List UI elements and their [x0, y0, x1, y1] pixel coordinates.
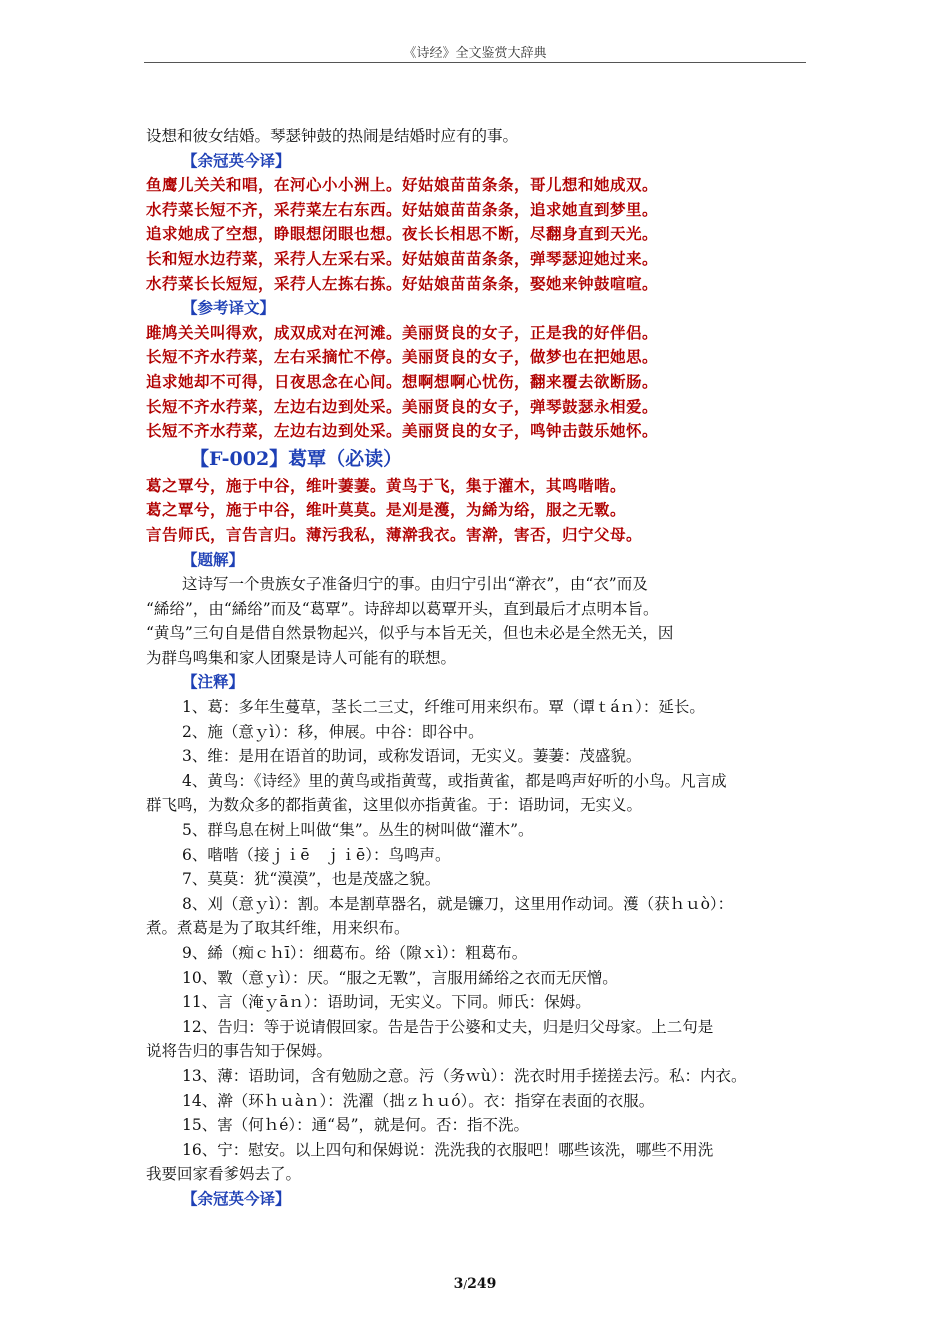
note-line: 煮。煮葛是为了取其纤维，用来织布。 [146, 919, 410, 938]
intro-line: 设想和彼女结婚。琴瑟钟鼓的热闹是结婚时应有的事。 [146, 127, 519, 145]
note-line: 5、群鸟息在树上叫做“集”。丛生的树叫做“灌木”。 [182, 821, 534, 840]
note-line: 8、刈（意ｙì）：割。本是割草器名，就是镰刀，这里用作动词。濩（获ｈｕò）： [182, 894, 734, 913]
header-rule [144, 62, 806, 63]
poem-line: 言告师氏，言告言归。薄污我私，薄澣我衣。害澣，害否，归宁父母。 [146, 524, 643, 544]
note-line: 说将告归的事告知于保姆。 [146, 1042, 333, 1061]
note-line: 6、喈喈（接ｊｉē ｊｉē）：鸟鸣声。 [182, 845, 451, 864]
note-line: 13、薄：语助词，含有勉励之意。污（务ｗù）：洗衣时用手搓搓去污。私：内衣。 [182, 1066, 747, 1085]
reference-translation-line: 长短不齐水荇菜，左右采摘忙不停。美丽贤良的女子，做梦也在把她思。 [146, 347, 659, 367]
reference-translation-line: 追求她却不可得，日夜思念在心间。想啊想啊心忧伤，翻来覆去欲断肠。 [146, 371, 659, 391]
note-line: 3、维：是用在语首的助词，或称发语词，无实义。萋萋：茂盛貌。 [182, 747, 642, 766]
tijie-heading: 【题解】 [182, 549, 245, 569]
reference-translation-line: 雎鸠关关叫得欢，成双成对在河滩。美丽贤良的女子，正是我的好伴侣。 [146, 322, 659, 342]
yu-translation-line: 追求她成了空想，睁眼想闭眼也想。夜长长相思不断，尽翻身直到天光。 [146, 224, 659, 244]
reference-translation-heading: 【参考译文】 [182, 298, 276, 318]
note-line: 10、斁（意ｙì）：厌。“服之无斁”，言服用絺绤之衣而无厌憎。 [182, 968, 618, 987]
yu-translation-line: 水荇菜长短不齐，采荇菜左右东西。好姑娘苗苗条条，追求她直到梦里。 [146, 199, 659, 219]
yu-translation-line: 水荇菜长长短短，采荇人左拣右拣。好姑娘苗苗条条，娶她来钟鼓喧喧。 [146, 273, 659, 293]
note-line: 1、葛：多年生蔓草，茎长二三丈，纤维可用来织布。覃（谭ｔáｎ）：延长。 [182, 698, 705, 717]
page-body [146, 124, 810, 1212]
poem-title: 【F-002】葛覃（必读） [190, 447, 403, 470]
notes-heading: 【注释】 [182, 672, 245, 692]
current-page: 3 [453, 1276, 464, 1292]
poem-line: 葛之覃兮，施于中谷，维叶莫莫。是刈是濩，为絺为绤，服之无斁。 [146, 500, 627, 520]
tijie-line: “黄鸟”三句自是借自然景物起兴，似乎与本旨无关，但也未必是全然无关，因 [146, 624, 674, 643]
note-line: 我要回家看爹妈去了。 [146, 1165, 302, 1184]
running-header: 《诗经》全文鉴赏大辞典 [403, 46, 547, 61]
note-line: 9、絺（痴ｃｈī）：细葛布。绤（隙ｘì）：粗葛布。 [182, 944, 528, 962]
yu-translation-heading-2: 【余冠英今译】 [182, 1188, 291, 1208]
note-line: 4、黄鸟：《诗经》里的黄鸟或指黄莺，或指黄雀，都是鸣声好听的小鸟。凡言成 [182, 771, 727, 790]
note-line: 11、言（淹ｙāｎ）：语助词，无实义。下同。师氏：保姆。 [182, 993, 591, 1012]
note-line: 12、告归：等于说请假回家。告是告于公婆和丈夫，归是归父母家。上二句是 [182, 1017, 714, 1036]
page-separator: / [463, 1278, 468, 1291]
tijie-line: 这诗写一个贵族女子准备归宁的事。由归宁引出“澣衣”，由“衣”而及 [182, 575, 648, 594]
reference-translation-line: 长短不齐水荇菜，左边右边到处采。美丽贤良的女子，鸣钟击鼓乐她怀。 [146, 421, 659, 441]
note-line: 14、澣（环ｈｕàｎ）：洗濯（拙ｚｈｕó）。衣：指穿在表面的衣服。 [182, 1091, 655, 1110]
tijie-line: “絺绤”，由“絺绤”而及“葛覃”。诗辞却以葛覃开头，直到最后才点明本旨。 [146, 599, 659, 618]
note-line: 15、害（何ｈé）：通“曷”，就是何。否：指不洗。 [182, 1116, 529, 1135]
yu-translation-line: 鱼鹰儿关关和唱，在河心小小洲上。好姑娘苗苗条条，哥儿想和她成双。 [146, 175, 659, 195]
tijie-line: 为群鸟鸣集和家人团聚是诗人可能有的联想。 [146, 648, 457, 667]
total-pages: 249 [467, 1276, 497, 1292]
yu-translation-heading: 【余冠英今译】 [182, 150, 291, 170]
notes-list [146, 695, 810, 1187]
note-line: 2、施（意ｙì）：移，伸展。中谷：即谷中。 [182, 722, 484, 741]
page-number [0, 1276, 950, 1292]
poem-line: 葛之覃兮，施于中谷，维叶萋萋。黄鸟于飞，集于灌木，其鸣喈喈。 [146, 475, 627, 495]
note-line: 16、宁：慰安。以上四句和保姆说：洗洗我的衣服吧！哪些该洗，哪些不用洗 [182, 1140, 714, 1159]
note-line: 7、莫莫：犹“漠漠”，也是茂盛之貌。 [182, 870, 441, 889]
note-line: 群飞鸣，为数众多的都指黄雀，这里似亦指黄雀。于：语助词，无实义。 [146, 796, 643, 815]
yu-translation-line: 长和短水边荇菜，采荇人左采右采。好姑娘苗苗条条，弹琴瑟迎她过来。 [146, 248, 659, 268]
reference-translation-line: 长短不齐水荇菜，左边右边到处采。美丽贤良的女子，弹琴鼓瑟永相爱。 [146, 396, 659, 416]
